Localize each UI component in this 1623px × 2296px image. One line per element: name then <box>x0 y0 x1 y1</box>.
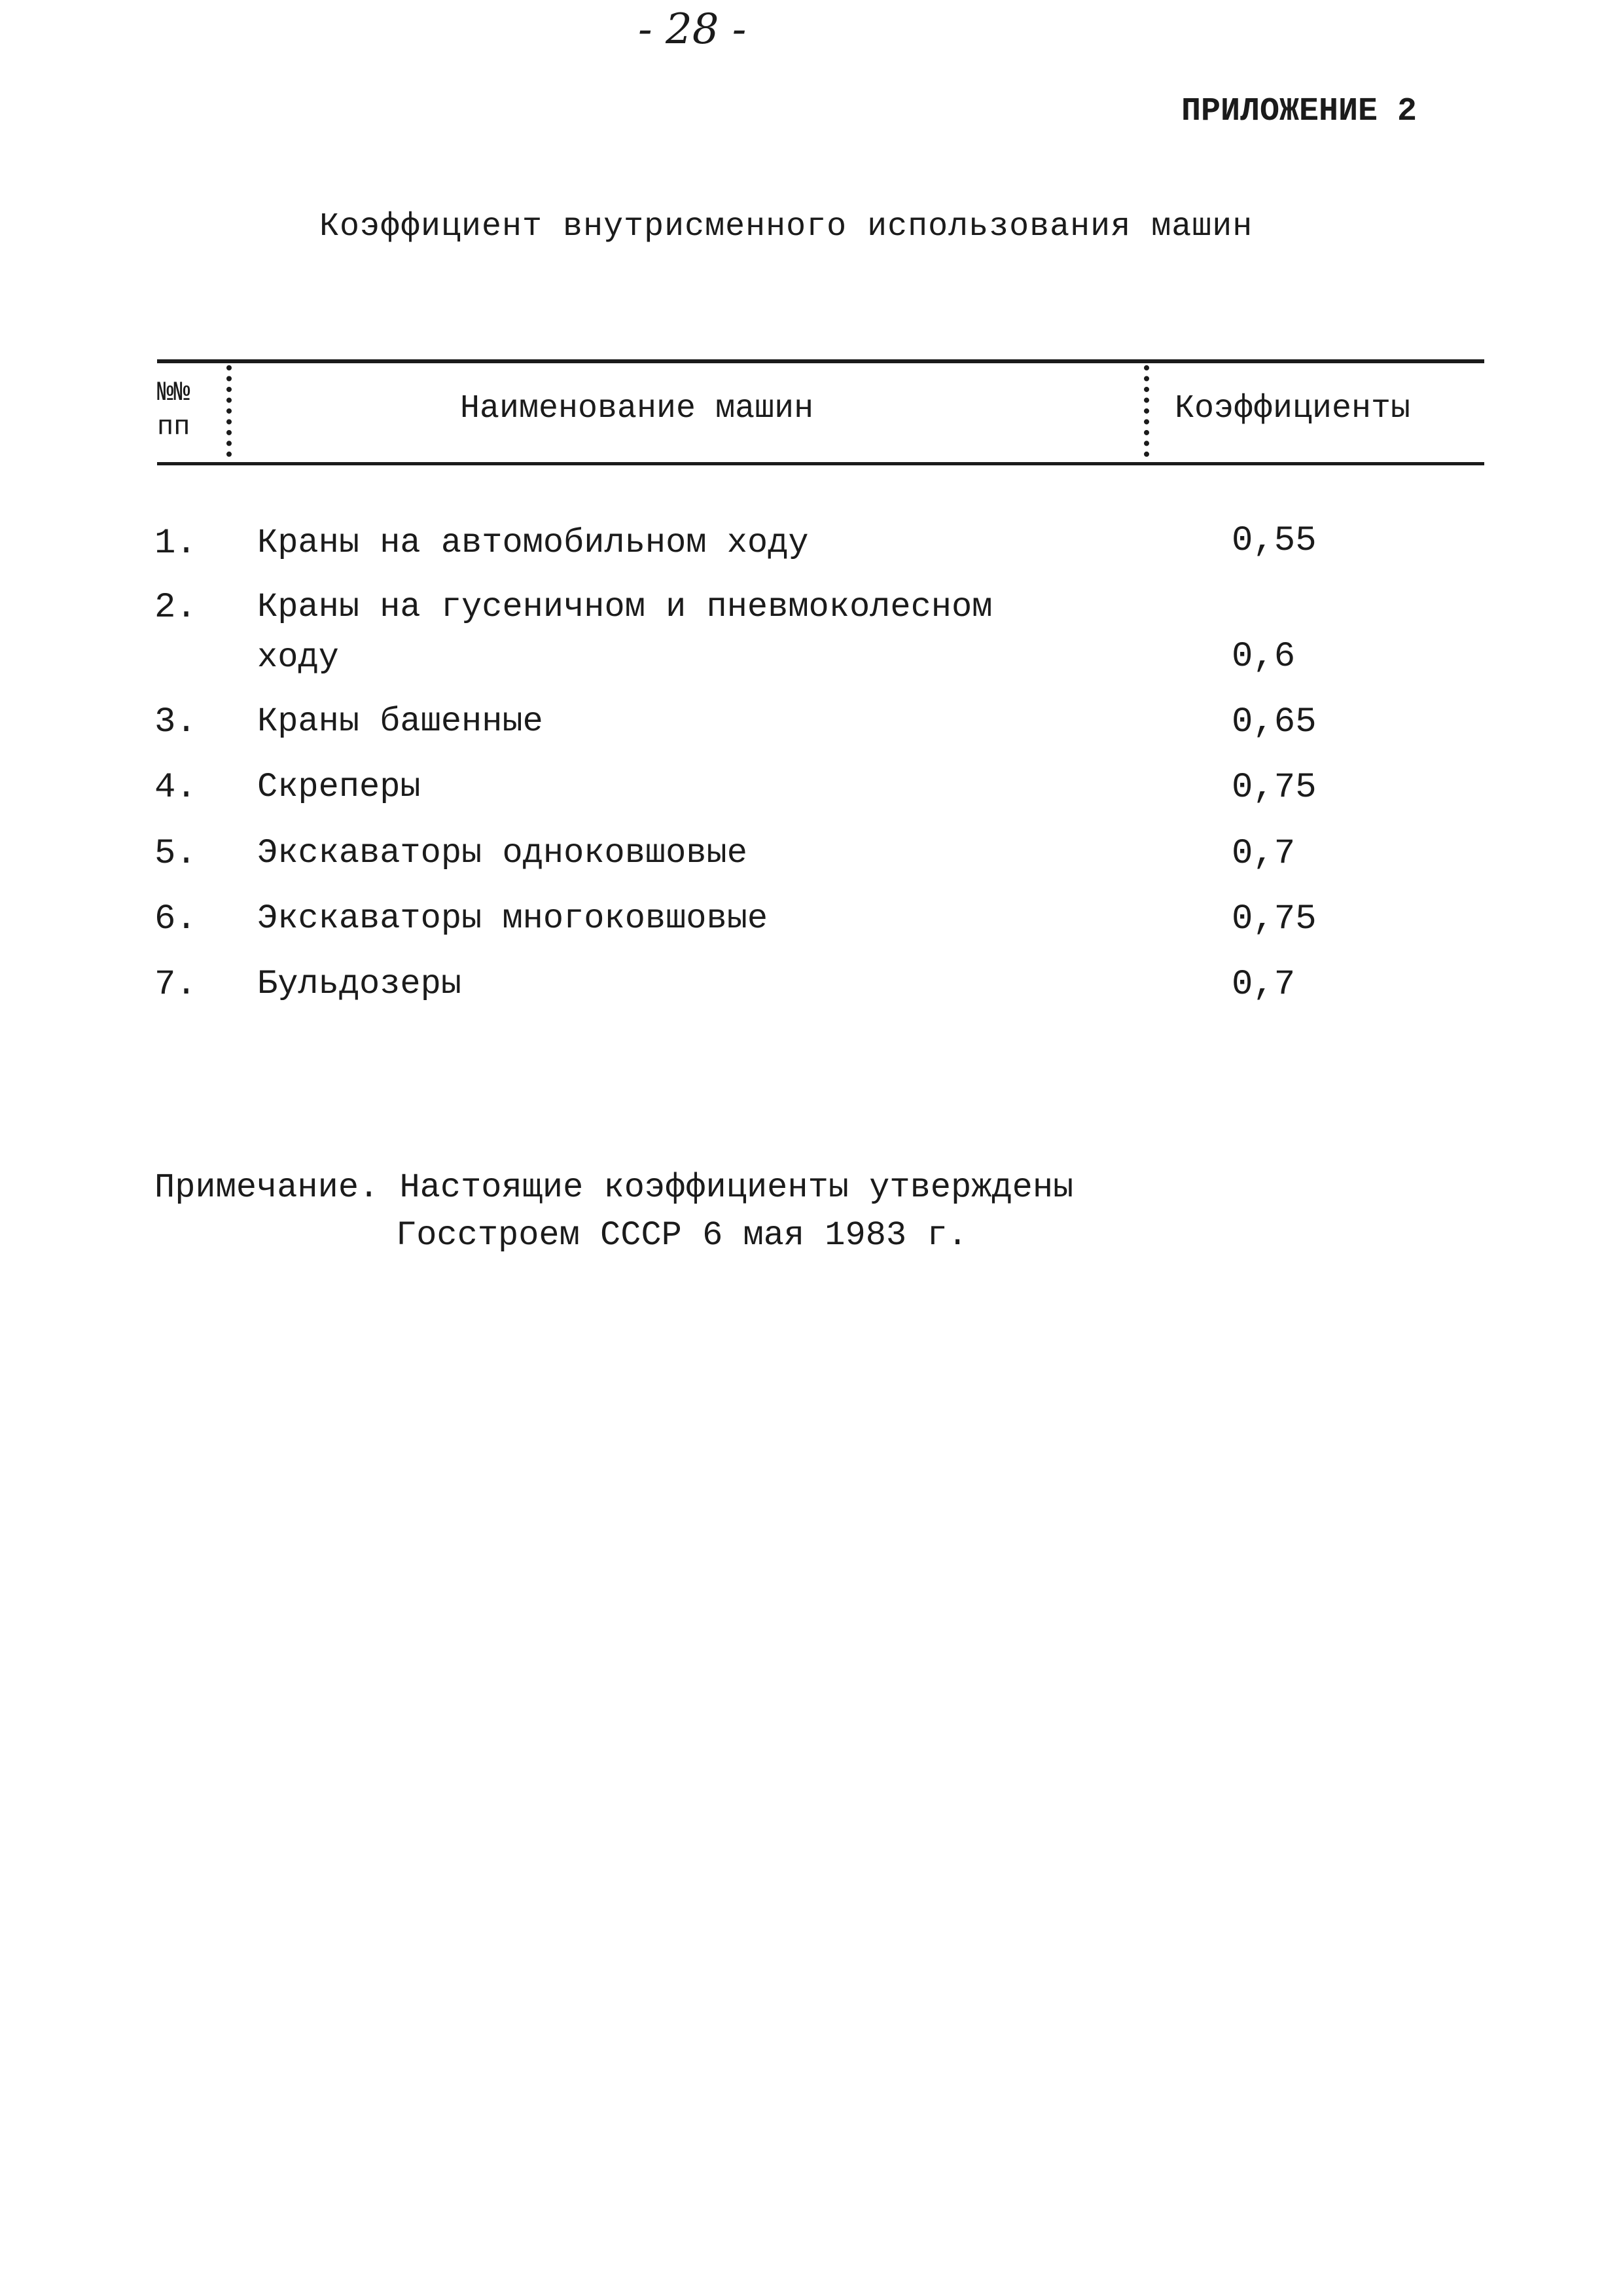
row-number: 2. <box>154 588 197 628</box>
row-coefficient: 0,7 <box>1232 834 1296 874</box>
table-header-rule <box>157 462 1484 465</box>
row-machine-name: Краны башенные <box>257 702 543 741</box>
table-top-rule <box>157 359 1484 363</box>
header-number-line1: №№ <box>157 377 190 408</box>
note-line-1: Примечание. Настоящие коэффициенты утверждены <box>154 1168 1074 1207</box>
header-number-line2: пп <box>157 411 190 442</box>
row-number: 6. <box>154 899 197 939</box>
row-machine-name: Бульдозеры <box>257 965 462 1003</box>
row-coefficient: 0,7 <box>1232 965 1296 1005</box>
row-coefficient: 0,75 <box>1232 899 1317 939</box>
row-coefficient: 0,55 <box>1232 521 1317 561</box>
row-number: 5. <box>154 834 197 874</box>
row-machine-name: Краны на гусеничном и пневмоколесном <box>257 588 993 626</box>
row-number: 3. <box>154 702 197 742</box>
row-coefficient: 0,65 <box>1232 702 1317 742</box>
row-coefficient: 0,75 <box>1232 768 1317 808</box>
row-machine-name-continued: ходу <box>257 638 339 677</box>
header-coefficient: Коэффициенты <box>1175 390 1411 427</box>
appendix-label: ПРИЛОЖЕНИЕ 2 <box>1181 93 1418 130</box>
row-number: 7. <box>154 965 197 1005</box>
row-machine-name: Краны на автомобильном ходу <box>257 524 809 562</box>
row-coefficient: 0,6 <box>1232 637 1296 677</box>
document-title: Коэффициент внутрисменного использования машин <box>319 208 1253 245</box>
row-machine-name: Экскаваторы одноковшовые <box>257 834 747 872</box>
row-number: 4. <box>154 768 197 808</box>
page-number: - 28 - <box>638 5 747 54</box>
header-separator-right <box>1144 365 1149 457</box>
note-line-2: Госстроем СССР 6 мая 1983 г. <box>396 1216 968 1255</box>
header-separator-left <box>226 365 232 457</box>
row-number: 1. <box>154 524 197 564</box>
row-machine-name: Экскаваторы многоковшовые <box>257 899 768 938</box>
row-machine-name: Скреперы <box>257 768 421 806</box>
header-machine-name: Наименование машин <box>460 390 814 427</box>
